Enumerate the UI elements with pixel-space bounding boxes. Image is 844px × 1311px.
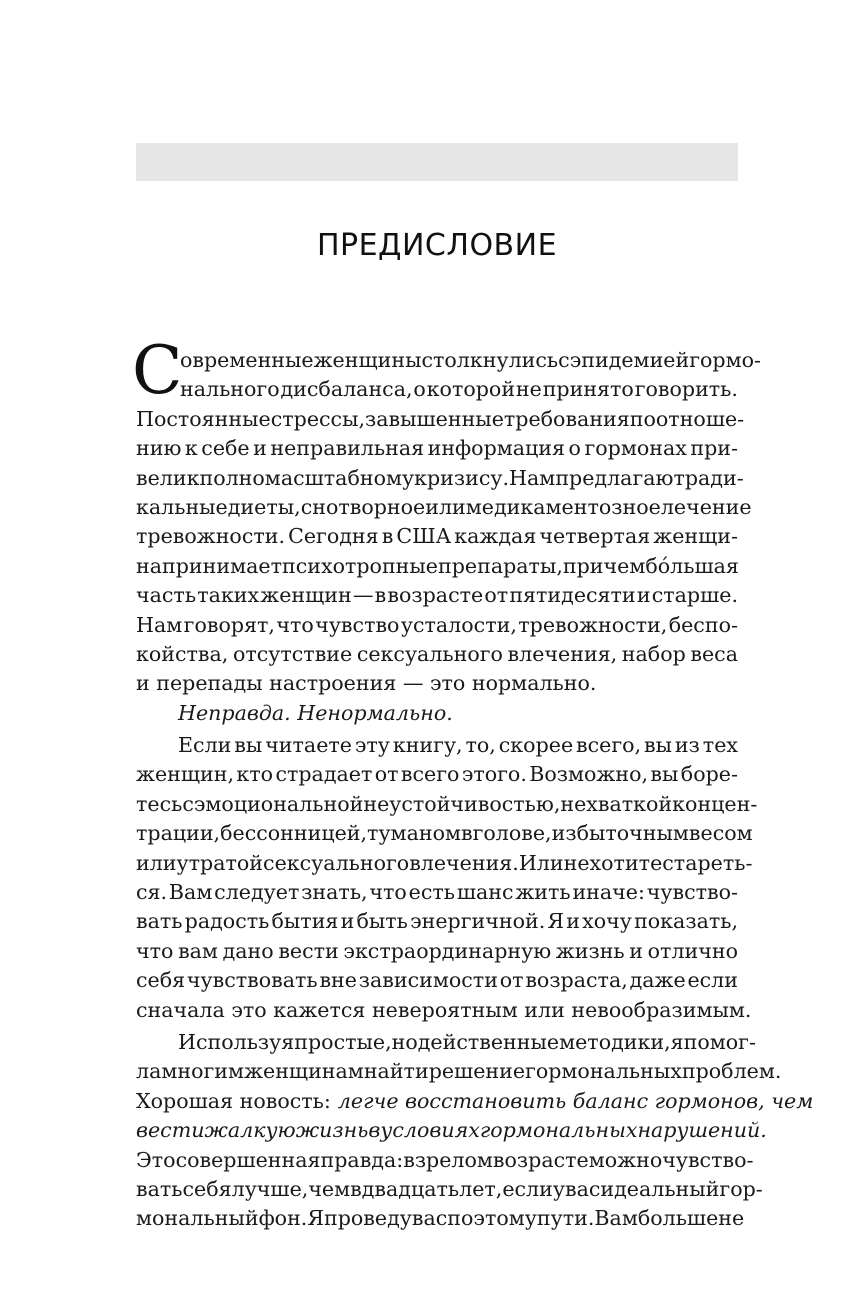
text-line: что вам дано вести экстраординарную жизнь и отлично bbox=[136, 938, 738, 963]
drop-cap: С bbox=[132, 332, 183, 409]
text-line: вать себя лучше, чем в двадцать лет, если у вас идеальный гор- bbox=[136, 1176, 763, 1201]
text-line: койства, отсутствие сексуального влечения, набор веса bbox=[136, 641, 738, 666]
emphasis-run: легче восстановить баланс гормонов, чем bbox=[337, 1088, 814, 1113]
paragraph-2 bbox=[136, 699, 738, 728]
text-line: вать радость бытия и быть энергичной. Я и хочу показать, bbox=[136, 909, 738, 934]
emphasis-line: вести жалкую жизнь в условиях гормональных нарушений. bbox=[136, 1118, 767, 1143]
text-line: Нам говорят, что чувство усталости, тревожности, беспо- bbox=[136, 612, 738, 637]
text-line: женщин, кто страдает от всего этого. Возможно, вы боре- bbox=[136, 762, 738, 787]
text-line: Используя простые, но действенные методики, я помог- bbox=[178, 1029, 756, 1054]
paragraph-3 bbox=[136, 731, 758, 1025]
text-line: кальные диеты, снотворное или медикаментозное лечение bbox=[136, 494, 752, 519]
text-line: Неправда. Ненормально. bbox=[178, 700, 453, 725]
text-run: Хорошая новость: bbox=[136, 1088, 331, 1113]
text-line: мональный фон. Я проведу вас по этому пути. Вам больше не bbox=[136, 1206, 745, 1231]
text-line: на принимает психотропные препараты, причем бóльшая bbox=[136, 553, 739, 578]
text-line: трации, бессонницей, туманом в голове, избыточным весом bbox=[136, 821, 753, 846]
text-line: нального дисбаланса, о которой не принято говорить. bbox=[180, 377, 738, 402]
text-line: овременные женщины столкнулись с эпидемией гормо- bbox=[180, 348, 761, 372]
chapter-title: ПРЕДИСЛОВИЕ bbox=[316, 228, 558, 263]
text-line: ла многим женщинам найти решение гормональных проблем. bbox=[136, 1059, 782, 1084]
text-line: тревожности. Сегодня в США каждая четвертая женщи- bbox=[136, 524, 738, 549]
text-line: ся. Вам следует знать, что есть шанс жить иначе: чувство- bbox=[136, 880, 738, 905]
chapter-header-band bbox=[136, 143, 738, 181]
body-text bbox=[132, 332, 814, 1234]
text-line: тесь с эмоциональной неустойчивостью, нехваткой концен- bbox=[136, 791, 758, 816]
text-line: Это совершенная правда: в зрелом возрасте можно чувство- bbox=[136, 1147, 754, 1172]
text-line: Если вы читаете эту книгу, то, скорее всего, вы из тех bbox=[178, 733, 738, 758]
text-line: и перепады настроения — это нормально. bbox=[136, 671, 597, 696]
text-line-mixed bbox=[136, 1087, 814, 1116]
text-line: сначала это кажется невероятным или невообразимым. bbox=[136, 997, 752, 1022]
text-line: нию к себе и неправильная информация о гормонах при- bbox=[136, 436, 738, 461]
text-line: часть таких женщин — в возрасте от пятидесяти и старше. bbox=[136, 583, 738, 608]
text-line: вели к полномасштабному кризису. Нам предлагают ради- bbox=[136, 465, 744, 490]
text-line: себя чувствовать вне зависимости от возраста, даже если bbox=[136, 968, 738, 993]
paragraph-1 bbox=[132, 332, 761, 699]
text-line: или утратой сексуального влечения. Или не хотите стареть- bbox=[136, 850, 753, 875]
text-line: Постоянные стрессы, завышенные требования по отноше- bbox=[136, 406, 745, 431]
paragraph-4 bbox=[136, 1028, 814, 1234]
